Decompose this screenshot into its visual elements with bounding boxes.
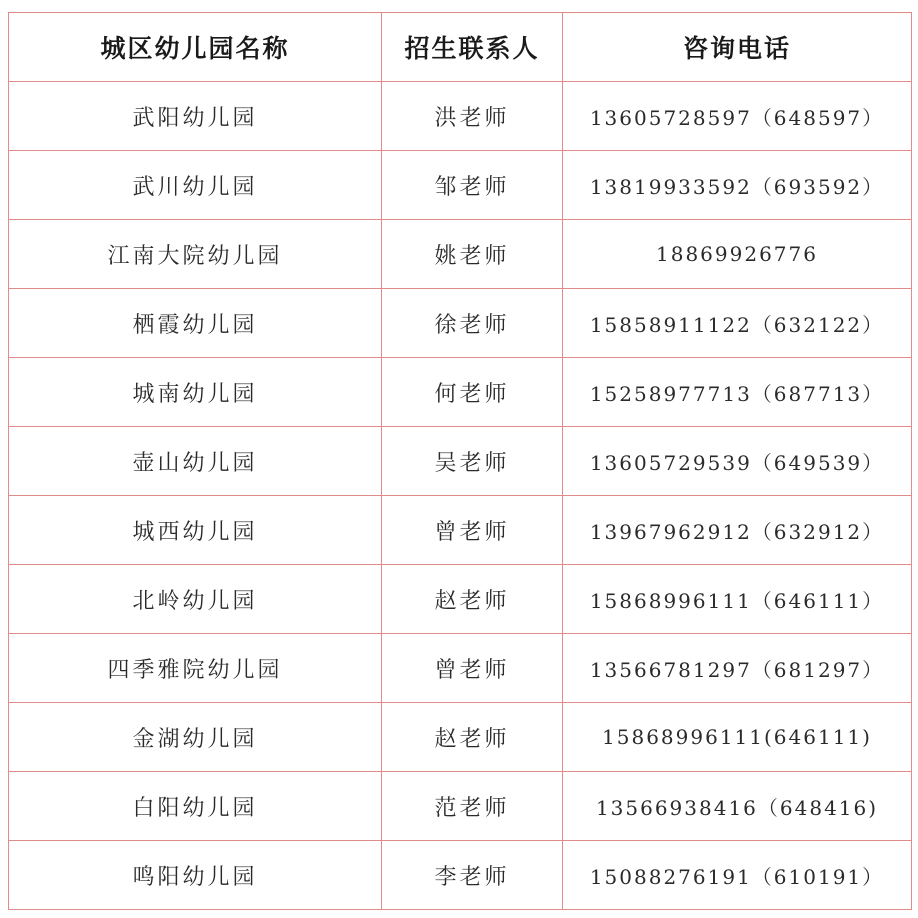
kindergarten-name-cell: 北岭幼儿园 bbox=[9, 565, 382, 634]
table-row bbox=[9, 565, 912, 634]
contact-person-cell: 徐老师 bbox=[382, 289, 563, 358]
contact-person-cell: 邹老师 bbox=[382, 151, 563, 220]
phone-cell: 15858911122（632122） bbox=[563, 289, 912, 358]
table-row bbox=[9, 496, 912, 565]
table-body bbox=[9, 82, 912, 910]
kindergarten-name-cell: 白阳幼儿园 bbox=[9, 772, 382, 841]
header-kindergarten-name: 城区幼儿园名称 bbox=[9, 13, 382, 82]
table-row bbox=[9, 220, 912, 289]
phone-cell: 13605729539（649539） bbox=[563, 427, 912, 496]
table-header-row bbox=[9, 13, 912, 82]
kindergarten-name-cell: 武阳幼儿园 bbox=[9, 82, 382, 151]
table-row bbox=[9, 151, 912, 220]
contact-person-cell: 何老师 bbox=[382, 358, 563, 427]
kindergarten-name-cell: 城西幼儿园 bbox=[9, 496, 382, 565]
kindergarten-name-cell: 金湖幼儿园 bbox=[9, 703, 382, 772]
phone-cell: 15868996111（646111） bbox=[563, 565, 912, 634]
table-row bbox=[9, 841, 912, 910]
kindergarten-name-cell: 壶山幼儿园 bbox=[9, 427, 382, 496]
kindergarten-name-cell: 鸣阳幼儿园 bbox=[9, 841, 382, 910]
phone-cell: 13566938416（648416) bbox=[563, 772, 912, 841]
kindergarten-name-cell: 四季雅院幼儿园 bbox=[9, 634, 382, 703]
contact-person-cell: 赵老师 bbox=[382, 565, 563, 634]
kindergarten-name-cell: 栖霞幼儿园 bbox=[9, 289, 382, 358]
phone-cell: 13605728597（648597） bbox=[563, 82, 912, 151]
table-row bbox=[9, 634, 912, 703]
header-phone: 咨询电话 bbox=[563, 13, 912, 82]
contact-person-cell: 姚老师 bbox=[382, 220, 563, 289]
header-contact-person: 招生联系人 bbox=[382, 13, 563, 82]
table-row bbox=[9, 82, 912, 151]
contact-person-cell: 李老师 bbox=[382, 841, 563, 910]
table-row bbox=[9, 703, 912, 772]
kindergarten-name-cell: 武川幼儿园 bbox=[9, 151, 382, 220]
phone-cell: 18869926776 bbox=[563, 220, 912, 289]
table-row bbox=[9, 772, 912, 841]
contact-person-cell: 吴老师 bbox=[382, 427, 563, 496]
contact-person-cell: 洪老师 bbox=[382, 82, 563, 151]
contact-person-cell: 范老师 bbox=[382, 772, 563, 841]
phone-cell: 13566781297（681297） bbox=[563, 634, 912, 703]
contact-person-cell: 赵老师 bbox=[382, 703, 563, 772]
phone-cell: 15258977713（687713） bbox=[563, 358, 912, 427]
contact-person-cell: 曾老师 bbox=[382, 634, 563, 703]
kindergarten-name-cell: 江南大院幼儿园 bbox=[9, 220, 382, 289]
table-row bbox=[9, 289, 912, 358]
phone-cell: 13967962912（632912） bbox=[563, 496, 912, 565]
contact-person-cell: 曾老师 bbox=[382, 496, 563, 565]
phone-cell: 15088276191（610191） bbox=[563, 841, 912, 910]
table-row bbox=[9, 358, 912, 427]
kindergarten-name-cell: 城南幼儿园 bbox=[9, 358, 382, 427]
kindergarten-contact-table bbox=[8, 12, 912, 910]
table-row bbox=[9, 427, 912, 496]
phone-cell: 13819933592（693592） bbox=[563, 151, 912, 220]
phone-cell: 15868996111(646111) bbox=[563, 703, 912, 772]
